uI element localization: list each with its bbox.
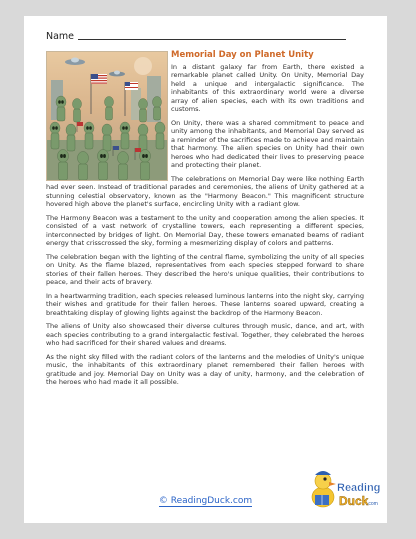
paragraph-2: On Unity, there was a shared commitment to peace and unity among the inhabitants, and Memorial Day served as a reminder of the sacrifices made to achieve and maintain that harmony. The alien species on Unity had their own heroes who had dedicated their lives to preserving peace and protecting their planet. — [171, 118, 364, 170]
logo-text-reading: Reading — [337, 482, 381, 494]
name-label: Name — [46, 31, 75, 42]
paragraph-7: The aliens of Unity also showcased their diverse cultures through music, dance, and art, with each species contributing to a grand intergalactic festival. Together, they celebrated the heroes who had sacrificed for their shared values and dreams. — [46, 322, 364, 348]
article-body — [46, 50, 364, 392]
paragraph-5: The celebration began with the lighting of the central flame, symbolizing the unity of all species on Unity. As the flame blazed, representatives from each species stepped forward to share stories of their fallen heroes. They described the hero's unique qualities, their contributions to peace, and their acts of bravery. — [46, 252, 364, 287]
paragraph-6: In a heartwarming tradition, each species released luminous lanterns into the night sky, carrying their wishes and gratitude for their fallen heroes. These lanterns soared upward, creating a breathtaking display of glowing lights against the backdrop of the Harmony Beacon. — [46, 291, 364, 317]
paragraph-3: The celebrations on Memorial Day were like nothing Earth had ever seen. Instead of traditional parades and ceremonies, the aliens of Unity gathered at a stunning celestial observatory, known as the "Harmony Beacon." This magnificent structure hovered high above the planet's surface, encircling Unity with a radiant glow. — [46, 174, 364, 209]
paragraph-4: The Harmony Beacon was a testament to the unity and cooperation among the alien species. It consisted of a vast network of crystalline towers, each representing a different species, interconnected by bridges of light. On Memorial Day, these towers emanated beams of radiant energy that crisscrossed the sky, forming a mesmerizing display of colors and patterns. — [46, 213, 364, 248]
logo-text-suffix: .com — [367, 501, 378, 507]
paragraph-1: In a distant galaxy far from Earth, there existed a remarkable planet called Unity. On Unity, Memorial Day held a unique and intergalactic significance. The inhabitants of this extraordinary world were a diverse array of alien species, each with its own traditions and customs. — [171, 63, 364, 114]
worksheet-page — [24, 16, 387, 523]
paragraph-8: As the night sky filled with the radiant colors of the lanterns and the melodies of Unity's unique music, the inhabitants of this extraordinary planet remembered their fallen heroes with gratitude and joy. Memorial Day on Unity was a day of unity, harmony, and the celebration of the heroes who had made it all possible. — [46, 352, 364, 387]
article-title: Memorial Day on Planet Unity — [171, 50, 314, 60]
logo-text-duck: Duck — [339, 494, 369, 508]
name-line[interactable] — [78, 39, 346, 40]
illustration-spacer — [46, 50, 171, 182]
reading-duck-logo — [309, 463, 381, 515]
copyright-link[interactable]: © ReadingDuck.com — [158, 496, 253, 506]
name-field-row — [46, 26, 346, 42]
